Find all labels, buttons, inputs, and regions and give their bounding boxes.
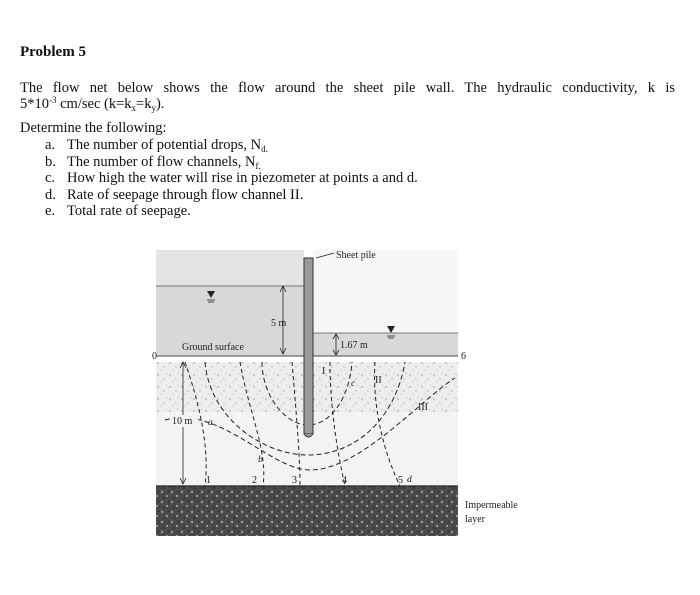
question-marker: d. [45,186,56,203]
k-exponent: -3 [49,95,57,105]
impermeable-label-line1: Impermeable [465,500,518,511]
upstream-water-surface-area [156,250,304,286]
point-label-d: d [407,475,412,485]
question-subscript: f. [255,160,261,171]
question-text: Rate of seepage through flow channel II. [67,186,304,203]
equipotential-label-5: 5 [398,475,403,486]
flow-channel-label-1: I [322,366,326,377]
flow-channel-label-2: II [375,375,382,386]
impermeable-layer [156,486,458,536]
equipotential-label-6: 6 [461,351,466,362]
question-marker: a. [45,137,56,153]
sheet-pile-label: Sheet pile [336,250,376,261]
question-marker: c. [45,170,56,186]
dimension-5m-label: 5 m [271,318,287,329]
kx-subscript: x [131,103,137,113]
question-marker: e. [45,203,56,219]
impermeable-label-line2: layer [465,514,485,525]
problem-title: Problem 5 [20,44,86,60]
k-value: 5*10 [20,96,49,112]
question-text: Total rate of seepage. [67,203,191,219]
question-text: The number of flow channels, N [67,153,256,170]
equipotential-label-1: 1 [206,475,211,486]
dimension-1-67m-label: 1.67 m [340,340,368,351]
question-marker: b. [45,153,56,170]
ky-subscript: y [151,103,156,113]
equipotential-label-0: 0 [152,351,157,362]
point-label-a: a [208,418,213,428]
equipotential-label-4: 4 [342,475,347,486]
question-text: The number of potential drops, N [67,137,262,153]
question-subscript: d. [261,144,268,154]
dimension-10m-label: 10 m [172,416,193,427]
k-close: ). [155,96,165,112]
k-equals: =k [136,96,152,112]
k-units: cm/sec (k=k [56,96,132,112]
downstream-air [313,250,458,333]
equipotential-label-2: 2 [252,475,257,486]
point-label-c: c [351,379,356,389]
ground-surface-label: Ground surface [182,342,244,353]
statement-line-1: The flow net below shows the flow around the sheet pile wall. The hydraulic conductivity, k is [20,80,675,96]
sheet-pile [304,258,313,434]
point-label-b: b [258,455,263,465]
determine-heading: Determine the following: [20,120,167,136]
question-text: How high the water will rise in piezometer at points a and d. [67,170,418,186]
flow-channel-label-3: III [418,402,428,413]
equipotential-label-3: 3 [292,475,297,486]
